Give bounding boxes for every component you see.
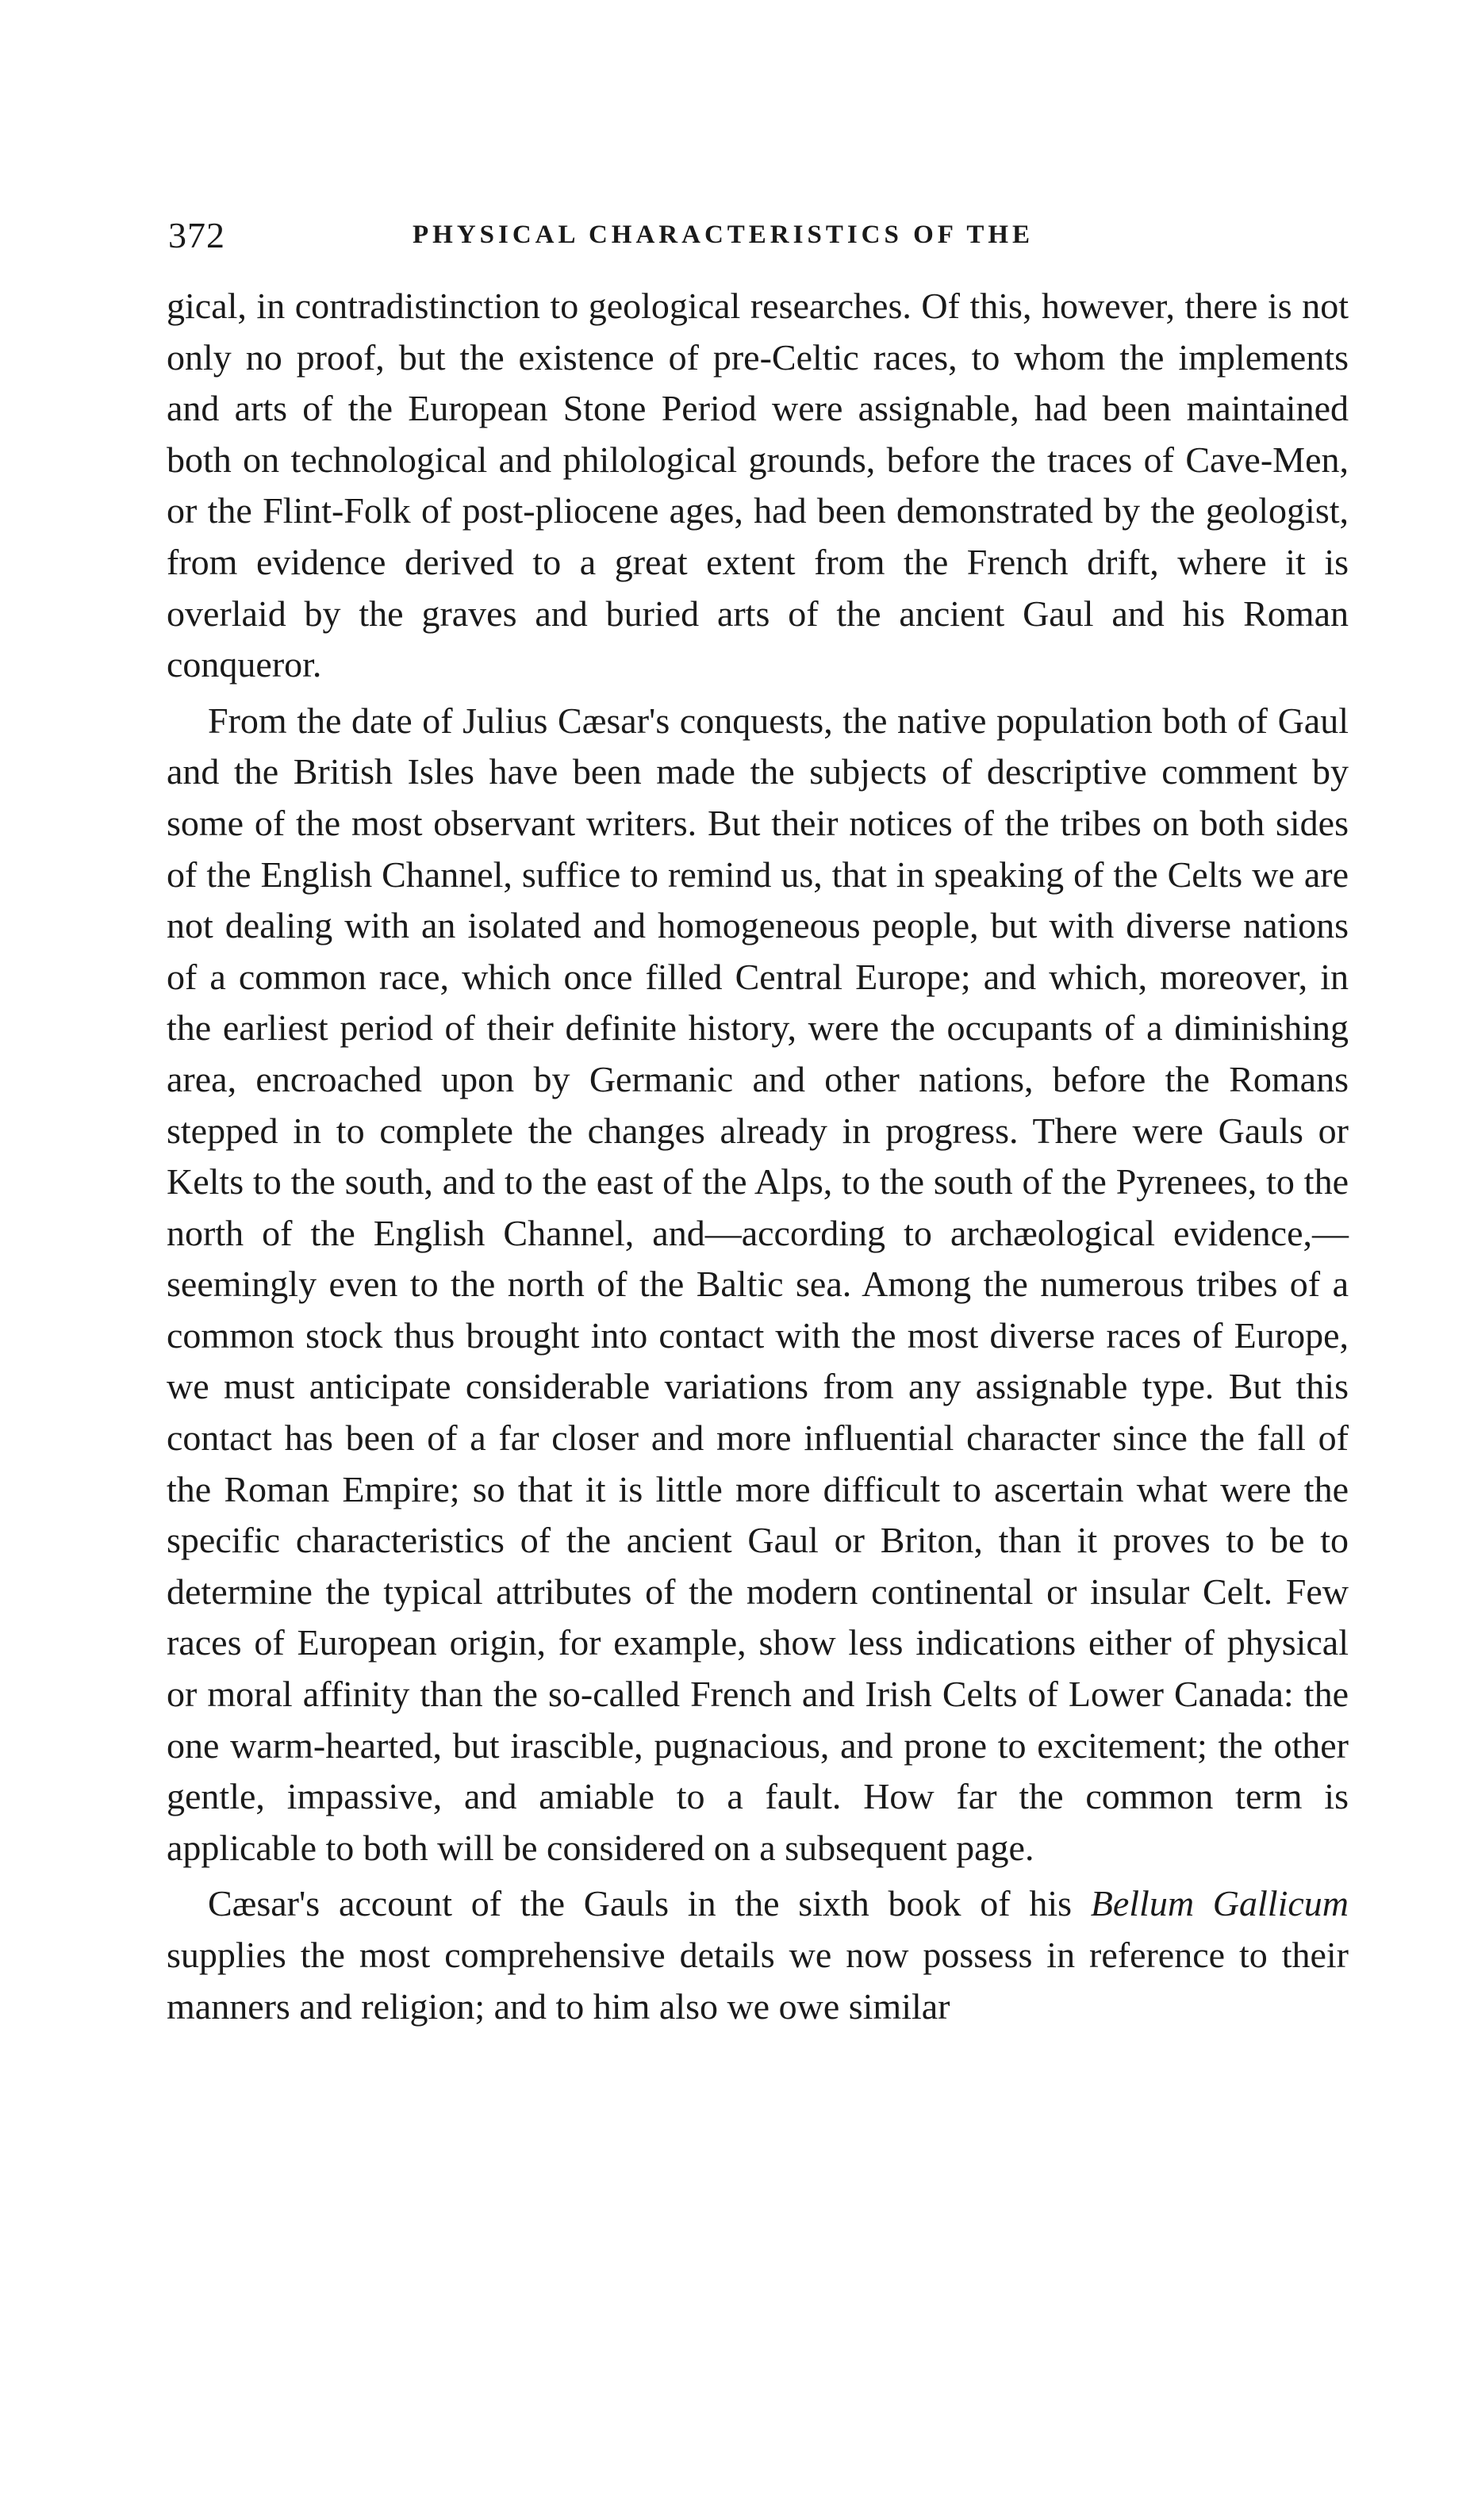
book-page: [167, 214, 1349, 2032]
paragraph-3-text-after: supplies the most comprehensive details we now possess in reference to their manners and religion; and to him also we owe similar: [167, 1935, 1349, 2027]
running-head: [167, 214, 1349, 262]
body-text: [167, 281, 1349, 2032]
page-number: 372: [168, 215, 225, 255]
paragraph-3-text-before: Cæsar's account of the Gauls in the sixth book of his: [208, 1883, 1091, 1924]
paragraph-2: From the date of Julius Cæsar's conquests, the native population both of Gaul and the British Isles have been made the subjects of descriptive comment by some of the most observant writers. But their notices of the tribes on both sides of the English Channel, suffice to remind us, that in speaking of the Celts we are not dealing with an isolated and homogeneous people, but with diverse nations of a common race, which once filled Central Europe; and which, moreover, in the earliest period of their definite history, were the occupants of a diminishing area, encroached upon by Germanic and other nations, before the Romans stepped in to complete the changes already in progress. There were Gauls or Kelts to the south, and to the east of the Alps, to the south of the Pyrenees, to the north of the English Channel, and—according to archæological evidence,—seemingly even to the north of the Baltic sea. Among the numerous tribes of a common stock thus brought into contact with the most diverse races of Europe, we must anticipate considerable variations from any assignable type. But this contact has been of a far closer and more influential character since the fall of the Roman Empire; so that it is little more difficult to ascertain what were the specific characteristics of the ancient Gaul or Briton, than it proves to be to determine the typical attributes of the modern continental or insular Celt. Few races of European origin, for example, show less indications either of physical or moral affinity than the so-called French and Irish Celts of Lower Canada: the one warm-hearted, but irascible, pugnacious, and prone to excitement; the other gentle, impassive, and amiable to a fault. How far the common term is applicable to both will be considered on a subsequent page.: [167, 700, 1349, 1868]
paragraph-1: gical, in contradistinction to geological researches. Of this, however, there is not only no proof, but the existence of pre-Celtic races, to whom the implements and arts of the European Stone Period were assignable, had been maintained both on technological and philological grounds, before the traces of Cave-Men, or the Flint-Folk of post-pliocene ages, had been demonstrated by the geologist, from evidence derived to a great extent from the French drift, where it is overlaid by the graves and buried arts of the ancient Gaul and his Roman conqueror.: [167, 286, 1349, 685]
book-title-italic: Bellum Gallicum: [1090, 1883, 1349, 1924]
paragraph-3: [167, 1878, 1349, 2032]
running-title: PHYSICAL CHARACTERISTICS OF THE: [413, 221, 1034, 249]
